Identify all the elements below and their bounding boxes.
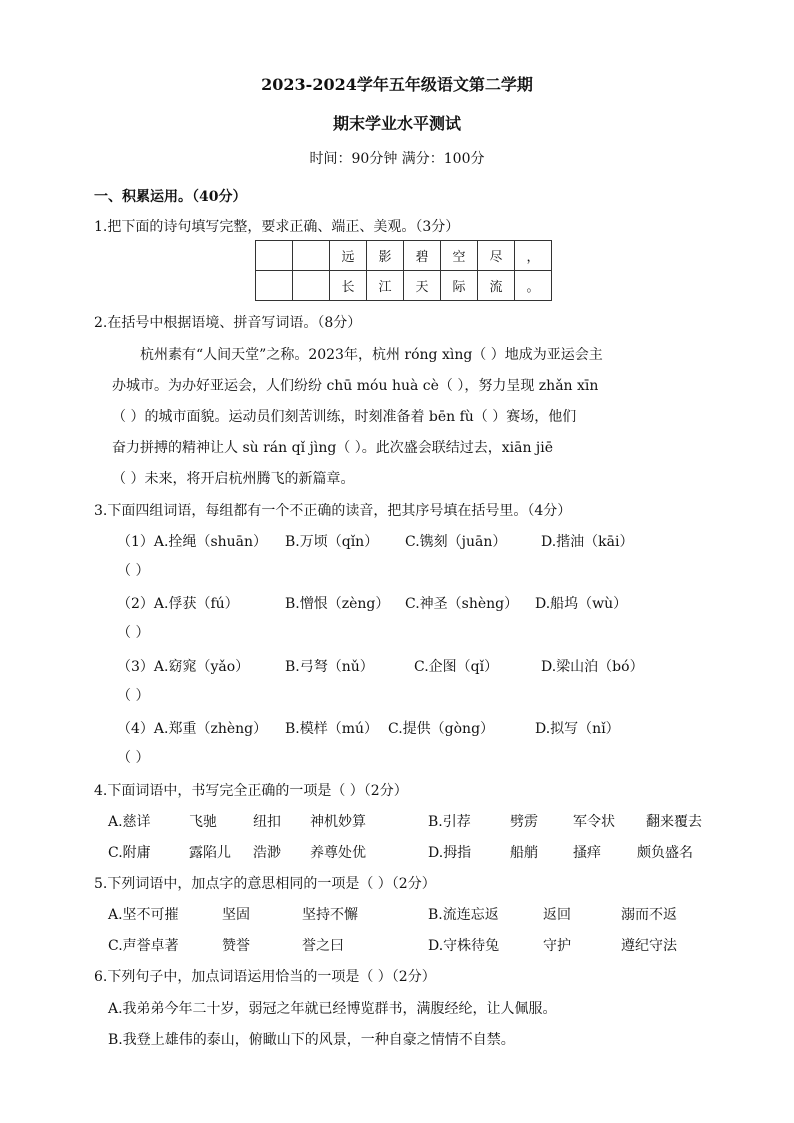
poem-cell[interactable] bbox=[256, 271, 293, 301]
q5-word: 誉之曰 bbox=[302, 938, 344, 954]
q6-option-b: B.我登上雄伟的泰山，俯瞰山下的风景，一种自豪之情情不自禁。 bbox=[108, 1032, 515, 1048]
q4-word: 船艄 bbox=[510, 845, 538, 861]
q4-word: 军令状 bbox=[573, 814, 615, 830]
q5-word: 坚持不懈 bbox=[302, 907, 358, 923]
q2-text-line: （ ）未来，将开启杭州腾飞的新篇章。 bbox=[112, 471, 355, 487]
poem-cell: 影 bbox=[367, 241, 404, 271]
poem-grid bbox=[255, 240, 552, 301]
q5-word: D.守株待兔 bbox=[428, 938, 500, 954]
q3-option: B.憎恨（zèng） bbox=[285, 596, 390, 612]
q4-word: 神机妙算 bbox=[310, 814, 366, 830]
q3-option: （4）A.郑重（zhèng） bbox=[117, 721, 268, 737]
q5-word: 返回 bbox=[543, 907, 571, 923]
poem-cell[interactable] bbox=[293, 241, 330, 271]
poem-cell: 际 bbox=[441, 271, 478, 301]
poem-cell: ， bbox=[515, 241, 552, 271]
q4-word: 搔痒 bbox=[573, 845, 601, 861]
poem-cell: 空 bbox=[441, 241, 478, 271]
poem-cell: 碧 bbox=[404, 241, 441, 271]
q2-text-line: 杭州素有“人间天堂”之称。2023年，杭州 róng xìng（ ）地成为亚运会主 bbox=[140, 347, 603, 363]
q2-text-line: 奋力拼搏的精神让人 sù rán qǐ jìng（ ）。此次盛会联结过去，xiān jiē bbox=[112, 440, 554, 456]
q3-option: D.揩油（kāi） bbox=[541, 534, 634, 550]
q4-word: 颇负盛名 bbox=[637, 845, 693, 861]
q5-prompt: 5.下列词语中，加点字的意思相同的一项是（ ）（2分） bbox=[94, 876, 436, 892]
poem-cell: 远 bbox=[330, 241, 367, 271]
q3-option: C.提供（gòng） bbox=[388, 721, 495, 737]
q4-prompt: 4.下面词语中，书写完全正确的一项是（ ）（2分） bbox=[94, 783, 408, 799]
q3-option: B.模样（mú） bbox=[285, 721, 379, 737]
q6-prompt: 6.下列句子中，加点词语运用恰当的一项是（ ）（2分） bbox=[94, 969, 436, 985]
q2-prompt: 2.在括号中根据语境、拼音写词语。（8分） bbox=[94, 315, 362, 331]
poem-cell: 天 bbox=[404, 271, 441, 301]
q5-word: 遵纪守法 bbox=[621, 938, 677, 954]
q4-word: D.拇指 bbox=[428, 845, 472, 861]
q5-word: 坚固 bbox=[222, 907, 250, 923]
q5-word: B.流连忘返 bbox=[428, 907, 499, 923]
q4-word: 露陷儿 bbox=[189, 845, 231, 861]
q2-text-line: 办城市。为办好亚运会，人们纷纷 chū móu huà cè（ ），努力呈现 zhǎn xīn bbox=[112, 378, 599, 394]
q4-word: 养尊处优 bbox=[310, 845, 366, 861]
q4-word: 劈雳 bbox=[510, 814, 538, 830]
poem-cell: 长 bbox=[330, 271, 367, 301]
q3-answer-blank[interactable]: （ ） bbox=[117, 563, 150, 579]
q4-word: A.慈详 bbox=[108, 814, 151, 830]
q5-word: 溺而不返 bbox=[621, 907, 677, 923]
section-heading: 一、积累运用。（40分） bbox=[94, 189, 247, 205]
q3-option: C.企图（qǐ） bbox=[414, 659, 499, 675]
q5-word: A.坚不可摧 bbox=[108, 907, 179, 923]
poem-cell: 流 bbox=[478, 271, 515, 301]
q4-word: C.附庸 bbox=[108, 845, 151, 861]
q4-word: 翻来覆去 bbox=[646, 814, 702, 830]
poem-cell[interactable] bbox=[256, 241, 293, 271]
poem-row-1 bbox=[256, 241, 552, 271]
poem-cell: 尽 bbox=[478, 241, 515, 271]
q3-answer-blank[interactable]: （ ） bbox=[117, 688, 150, 704]
q5-word: 守护 bbox=[543, 938, 571, 954]
q3-option: C.神圣（shèng） bbox=[405, 596, 519, 612]
q4-word: 浩渺 bbox=[253, 845, 281, 861]
q3-option: （1）A.拴绳（shuān） bbox=[117, 534, 268, 550]
q5-word: C.声誉卓著 bbox=[108, 938, 179, 954]
q3-option: D.拟写（nǐ） bbox=[535, 721, 620, 737]
q3-option: B.弓弩（nǔ） bbox=[285, 659, 374, 675]
exam-title: 2023-2024学年五年级语文第二学期 bbox=[261, 75, 533, 94]
poem-cell[interactable] bbox=[293, 271, 330, 301]
q3-prompt: 3.下面四组词语，每组都有一个不正确的读音，把其序号填在括号里。（4分） bbox=[94, 503, 572, 519]
exam-info: 时间：90分钟 满分：100分 bbox=[309, 151, 485, 167]
q3-option: D.梁山泊（bó） bbox=[541, 659, 644, 675]
poem-cell: 江 bbox=[367, 271, 404, 301]
q3-answer-blank[interactable]: （ ） bbox=[117, 750, 150, 766]
q5-word: 赞誉 bbox=[222, 938, 250, 954]
q3-option: D.船坞（wù） bbox=[535, 596, 628, 612]
q3-option: C.镌刻（juān） bbox=[405, 534, 507, 550]
q3-option: （2）A.俘获（fú） bbox=[117, 596, 239, 612]
q3-option: B.万顷（qǐn） bbox=[285, 534, 379, 550]
q2-text-line: （ ）的城市面貌。运动员们刻苦训练，时刻准备着 bēn fù（ ）赛场，他们 bbox=[112, 409, 577, 425]
q4-word: 纽扣 bbox=[253, 814, 281, 830]
q1-prompt: 1.把下面的诗句填写完整，要求正确、端正、美观。（3分） bbox=[94, 219, 460, 235]
poem-row-2 bbox=[256, 271, 552, 301]
poem-cell: 。 bbox=[515, 271, 552, 301]
q4-word: 飞驰 bbox=[189, 814, 217, 830]
exam-subtitle: 期末学业水平测试 bbox=[332, 114, 461, 133]
q6-option-a: A.我弟弟今年二十岁，弱冠之年就已经博览群书，满腹经纶，让人佩服。 bbox=[108, 1001, 557, 1017]
q4-word: B.引荐 bbox=[428, 814, 471, 830]
q3-option: （3）A.窈窕（yǎo） bbox=[117, 659, 250, 675]
q3-answer-blank[interactable]: （ ） bbox=[117, 625, 150, 641]
